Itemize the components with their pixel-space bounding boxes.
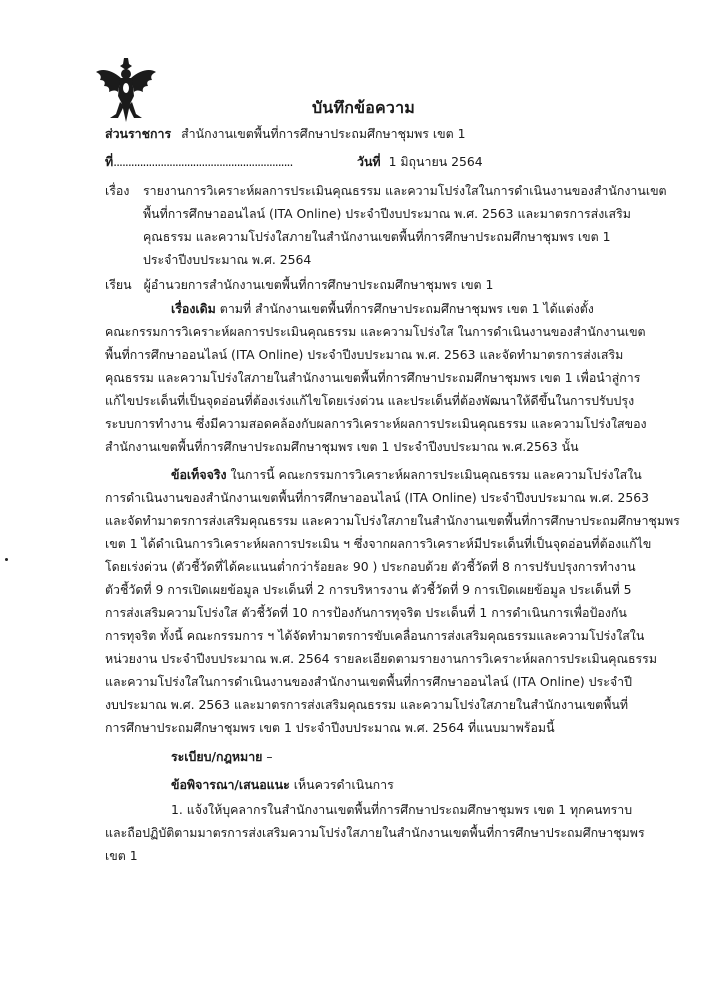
to-row bbox=[105, 276, 493, 294]
paragraph-line: งบประมาณ พ.ศ. 2563 และมาตรการส่งเสริมคุณธรรม และความโปร่งใสภายในสำนักงานเขตพื้นที่ bbox=[105, 697, 629, 712]
agency-label: ส่วนราชการ bbox=[105, 126, 172, 141]
paragraph-line: คณะกรรมการวิเคราะห์ผลการประเมินคุณธรรม และความโปร่งใส ในการดำเนินงานของสำนักงานเขต bbox=[105, 324, 646, 339]
paragraph-line: การศึกษาประถมศึกษาชุมพร เขต 1 ประจำปีงบประมาณ พ.ศ. 2564 ที่แนบมาพร้อมนี้ bbox=[105, 720, 555, 735]
paragraph-line: เขต 1 ได้ดำเนินการวิเคราะห์ผลการประเมิน ฯ ซึ่งจากผลการวิเคราะห์มีประเด็นที่เป็นจุดอ่อนที่ต้องแก้ไข bbox=[105, 536, 652, 551]
subject-line: ประจำปีงบประมาณ พ.ศ. 2564 bbox=[143, 252, 312, 267]
paragraph-line: การทุจริต ทั้งนี้ คณะกรรมการ ฯ ได้จัดทำมาตรการขับเคลื่อนการส่งเสริมคุณธรรมและความโปร่งใสใน bbox=[105, 628, 645, 643]
subject-line: พื้นที่การศึกษาออนไลน์ (ITA Online) ประจำปีงบประมาณ พ.ศ. 2563 และมาตรการส่งเสริม bbox=[143, 206, 631, 221]
paragraph-line: แก้ไขประเด็นที่เป็นจุดอ่อนที่ต้องเร่งแก้ไขโดยเร่งด่วน และประเด็นที่ต้องพัฒนาให้ดีขึ้นในการปรับปรุง bbox=[105, 393, 635, 408]
reference-dots: ............................................................. bbox=[113, 154, 293, 169]
date-row bbox=[357, 153, 483, 171]
paragraph-line: โดยเร่งด่วน (ตัวชี้วัดที่ได้คะแนนต่ำกว่าร้อยละ 90 ) ประกอบด้วย ตัวชี้วัดที่ 8 การปรับปรุงการทำงาน bbox=[105, 559, 636, 574]
agency-value: สำนักงานเขตพื้นที่การศึกษาประถมศึกษาชุมพร เขต 1 bbox=[181, 126, 466, 141]
facts-first-text: ในการนี้ คณะกรรมการวิเคราะห์ผลการประเมินคุณธรรม และความโปร่งใสใน bbox=[226, 467, 642, 482]
facts-heading: ข้อเท็จจริง bbox=[171, 467, 227, 482]
consideration-item-line: เขต 1 bbox=[105, 848, 138, 863]
to-label: เรียน bbox=[105, 277, 132, 292]
subject-label: เรื่อง bbox=[105, 183, 130, 198]
background-first-line bbox=[171, 300, 594, 318]
regulation-value: – bbox=[262, 749, 273, 764]
reference-label: ที่ bbox=[105, 154, 114, 169]
consideration-item-line: และถือปฏิบัติตามมาตรการส่งเสริมความโปร่งใสภายในสำนักงานเขตพื้นที่การศึกษาประถมศึกษาชุมพร bbox=[105, 825, 645, 840]
facts-first-line bbox=[171, 466, 642, 484]
scan-speck bbox=[5, 558, 8, 561]
paragraph-line: การส่งเสริมความโปร่งใส ตัวชี้วัดที่ 10 การป้องกันการทุจริต ประเด็นที่ 1 การดำเนินการเพื่อป้องกัน bbox=[105, 605, 627, 620]
paragraph-line: ระบบการทำงาน ซึ่งมีความสอดคล้องกับผลการวิเคราะห์ผลการประเมินคุณธรรม และความโปร่งใสของ bbox=[105, 416, 647, 431]
regulation-row bbox=[171, 748, 273, 766]
paragraph-line: หน่วยงาน ประจำปีงบประมาณ พ.ศ. 2564 รายละเอียดตามรายงานการวิเคราะห์ผลการประเมินคุณธรรม bbox=[105, 651, 657, 666]
date-label: วันที่ bbox=[357, 154, 381, 169]
consideration-heading: ข้อพิจารณา/เสนอแนะ bbox=[171, 777, 290, 792]
subject-line: รายงานการวิเคราะห์ผลการประเมินคุณธรรม และความโปร่งใสในการดำเนินงานของสำนักงานเขต bbox=[143, 183, 667, 198]
date-value: 1 มิถุนายน 2564 bbox=[388, 154, 483, 169]
consideration-item-line: 1. แจ้งให้บุคลากรในสำนักงานเขตพื้นที่การศึกษาประถมศึกษาชุมพร เขต 1 ทุกคนทราบ bbox=[171, 802, 633, 817]
reference-row bbox=[105, 153, 292, 171]
consideration-value: เห็นควรดำเนินการ bbox=[289, 777, 394, 792]
paragraph-line: และความโปร่งใสในการดำเนินงานของสำนักงานเขตพื้นที่การศึกษาออนไลน์ (ITA Online) ประจำปี bbox=[105, 674, 632, 689]
subject-line: คุณธรรม และความโปร่งใสภายในสำนักงานเขตพื้นที่การศึกษาประถมศึกษาชุมพร เขต 1 bbox=[143, 229, 611, 244]
to-value: ผู้อำนวยการสำนักงานเขตพื้นที่การศึกษาประถมศึกษาชุมพร เขต 1 bbox=[143, 277, 494, 292]
consideration-row bbox=[171, 776, 394, 794]
paragraph-line: และจัดทำมาตรการส่งเสริมคุณธรรม และความโปร่งใสภายในสำนักงานเขตพื้นที่การศึกษาประถมศึกษาชุมพร bbox=[105, 513, 680, 528]
regulation-heading: ระเบียบ/กฎหมาย bbox=[171, 749, 263, 764]
memo-title: บันทึกข้อความ bbox=[311, 98, 416, 117]
paragraph-line: คุณธรรม และความโปร่งใสภายในสำนักงานเขตพื้นที่การศึกษาประถมศึกษาชุมพร เขต 1 เพื่อนำสู่การ bbox=[105, 370, 641, 385]
paragraph-line: สำนักงานเขตพื้นที่การศึกษาประถมศึกษาชุมพร เขต 1 ประจำปีงบประมาณ พ.ศ.2563 นั้น bbox=[105, 439, 579, 454]
paragraph-line: การดำเนินงานของสำนักงานเขตพื้นที่การศึกษาออนไลน์ (ITA Online) ประจำปีงบประมาณ พ.ศ. 2563 bbox=[105, 490, 649, 505]
agency-row bbox=[105, 125, 465, 143]
background-first-text: ตามที่ สำนักงานเขตพื้นที่การศึกษาประถมศึกษาชุมพร เขต 1 ได้แต่งตั้ง bbox=[215, 301, 594, 316]
paragraph-line: พื้นที่การศึกษาออนไลน์ (ITA Online) ประจำปีงบประมาณ พ.ศ. 2563 และจัดทำมาตรการส่งเสริม bbox=[105, 347, 624, 362]
background-heading: เรื่องเดิม bbox=[171, 301, 216, 316]
paragraph-line: ตัวชี้วัดที่ 9 การเปิดเผยข้อมูล ประเด็นที่ 2 การบริหารงาน ตัวชี้วัดที่ 9 การเปิดเผยข้อมูล ประเด็นที่ 5 bbox=[105, 582, 632, 597]
